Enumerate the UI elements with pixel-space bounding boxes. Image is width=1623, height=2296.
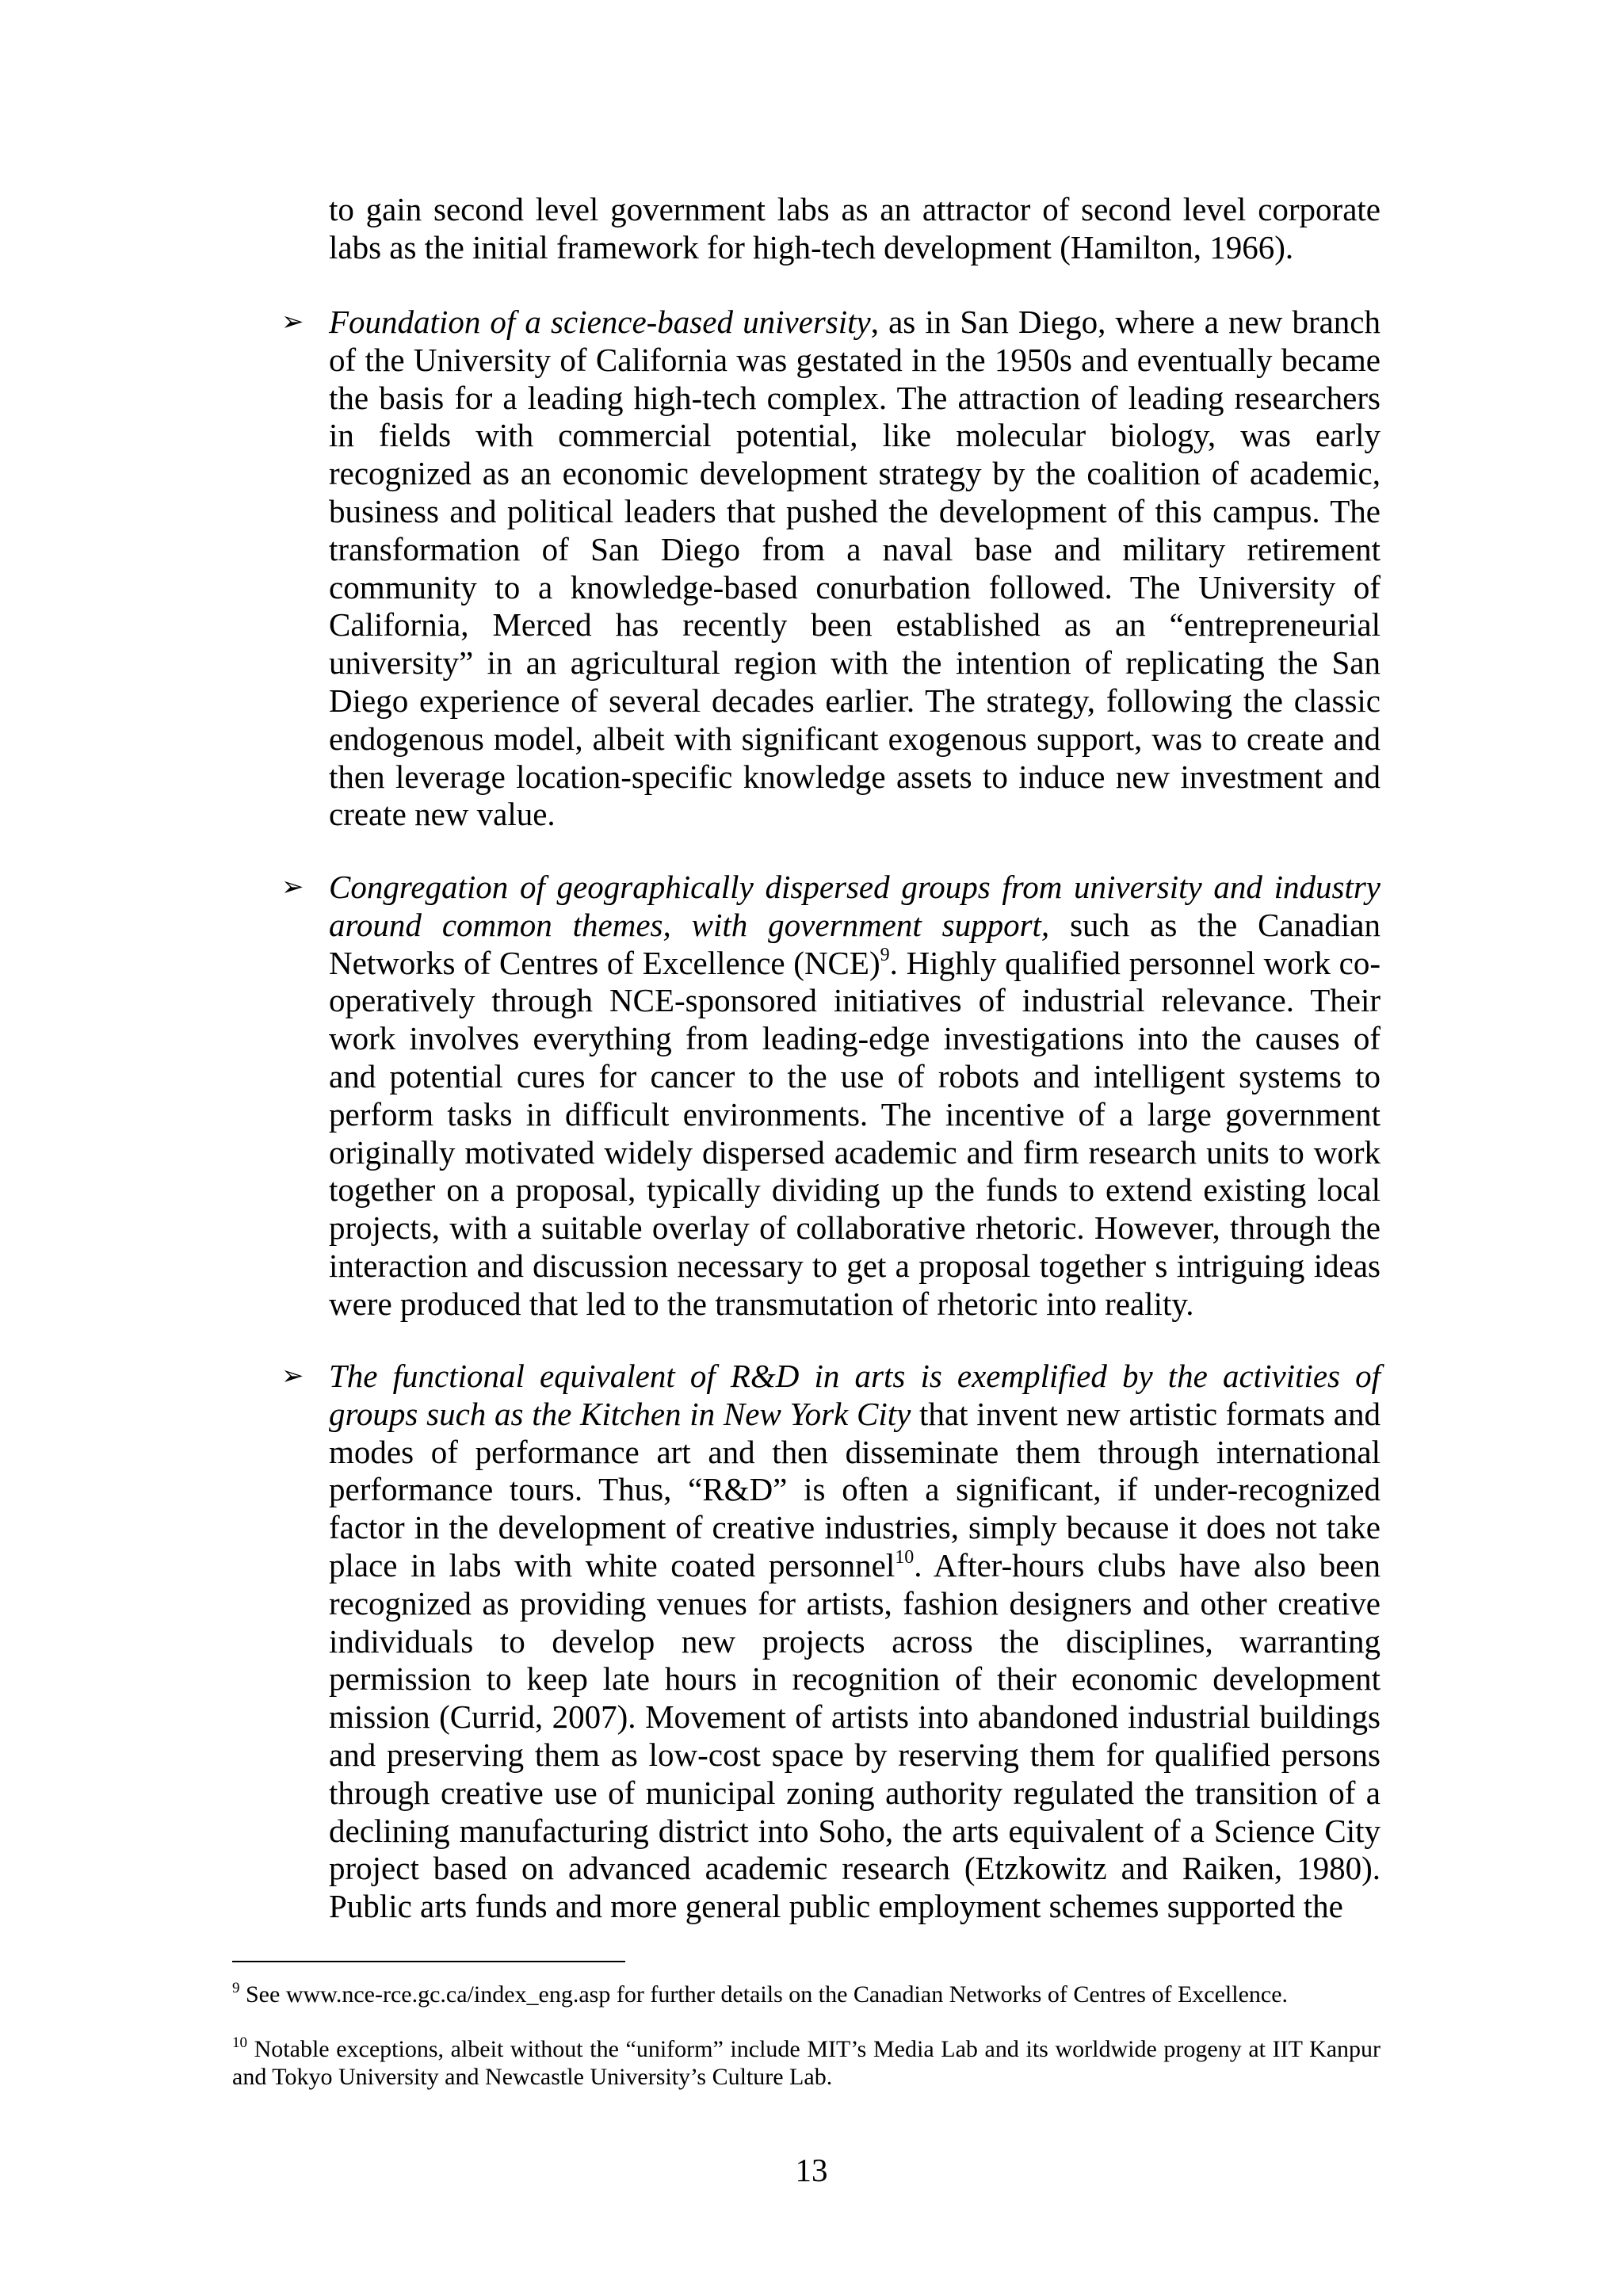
- bullet-lead-italic: The functional equivalent of R&D in arts is exemplified by the activities of groups such as the Kitchen in New York City: [329, 1358, 1381, 1432]
- bullet-text: . Highly qualified personnel work co-operatively through NCE-sponsored initiatives of industrial relevance. Their work involves everything from leading-edge investigations into the causes of and potential cures for cancer to the use of robots and intelligent systems to perform tasks in difficult environments. The incentive of a large government originally motivated widely dispersed academic and firm research units to work together on a proposal, typically dividing up the funds to extend existing local projects, with a suitable overlay of collaborative rhetoric. However, through the interaction and discussion necessary to get a proposal together s intriguing ideas were produced that led to the transmutation of rhetoric into reality.: [329, 944, 1381, 1322]
- bullet-text: , as in San Diego, where a new branch of the University of California was gestated in the 1950s and eventually became the basis for a leading high-tech complex. The attraction of leading researchers in fields with commercial potential, like molecular biology, was early recognized as an economic development strategy by the coalition of academic, business and political leaders that pushed the development of this campus. The transformation of San Diego from a naval base and military retirement community to a knowledge-based conurbation followed. The University of California, Merced has recently been established as an “entrepreneurial university” in an agricultural region with the intention of replicating the San Diego experience of several decades earlier. The strategy, following the classic endogenous model, albeit with significant exogenous support, was to create and then leverage location-specific knowledge assets to induce new investment and create new value.: [329, 304, 1381, 833]
- footnote-text: Notable exceptions, albeit without the “uniform” include MIT’s Media Lab and its worldwide progeny at IIT Kanpur and Tokyo University and Newcastle University’s Culture Lab.: [232, 2036, 1381, 2090]
- bullet-lead-italic: Foundation of a science-based university: [329, 304, 871, 340]
- arrow-bullet-icon: ➢: [281, 306, 304, 338]
- bullet-text: such as the Canadian Networks of Centres of Excellence (NCE): [329, 906, 1381, 981]
- footnote: [232, 2036, 1381, 2091]
- bullet-item: [281, 869, 1381, 1324]
- continued-paragraph: to gain second level government labs as an attractor of second level corporate labs as the initial framework for high-tech development (Hamilton, 1966).: [329, 191, 1381, 266]
- bullet-item: [281, 1358, 1381, 1926]
- arrow-bullet-icon: ➢: [281, 871, 304, 903]
- footnote-number: 10: [232, 2034, 247, 2051]
- bullet-lead-italic: Congregation of geographically dispersed groups from university and industry around common themes, with government support,: [329, 869, 1381, 943]
- footnote: [232, 1981, 1381, 2009]
- bullet-item: [281, 304, 1381, 834]
- footnote-number: 9: [232, 1980, 240, 1996]
- footnote-divider: [232, 1961, 625, 1962]
- footnote-reference[interactable]: 10: [895, 1547, 915, 1568]
- footnote-reference[interactable]: 9: [880, 944, 890, 965]
- bullet-text: . After-hours clubs have also been recognized as providing venues for artists, fashion designers and other creative individuals to develop new projects across the disciplines, warranting permission to keep late hours in recognition of their economic development mission (Currid, 2007). Movement of artists into abandoned industrial buildings and preserving them as low-cost space by reserving them for qualified persons through creative use of municipal zoning authority regulated the transition of a declining manufacturing district into Soho, the arts equivalent of a Science City project based on advanced academic research (Etzkowitz and Raiken, 1980). Public arts funds and more general public employment schemes supported the: [329, 1546, 1381, 1925]
- arrow-bullet-icon: ➢: [281, 1360, 304, 1392]
- page-number: 13: [795, 2152, 828, 2188]
- footnote-text: See www.nce-rce.gc.ca/index_eng.asp for further details on the Canadian Networks of Centres of Excellence.: [239, 1981, 1289, 2008]
- bullet-text: that invent new artistic formats and modes of performance art and then disseminate them through international performance tours. Thus, “R&D” is often a significant, if under-recognized factor in the development of creative industries, simply because it does not take place in labs with white coated personnel: [329, 1395, 1381, 1584]
